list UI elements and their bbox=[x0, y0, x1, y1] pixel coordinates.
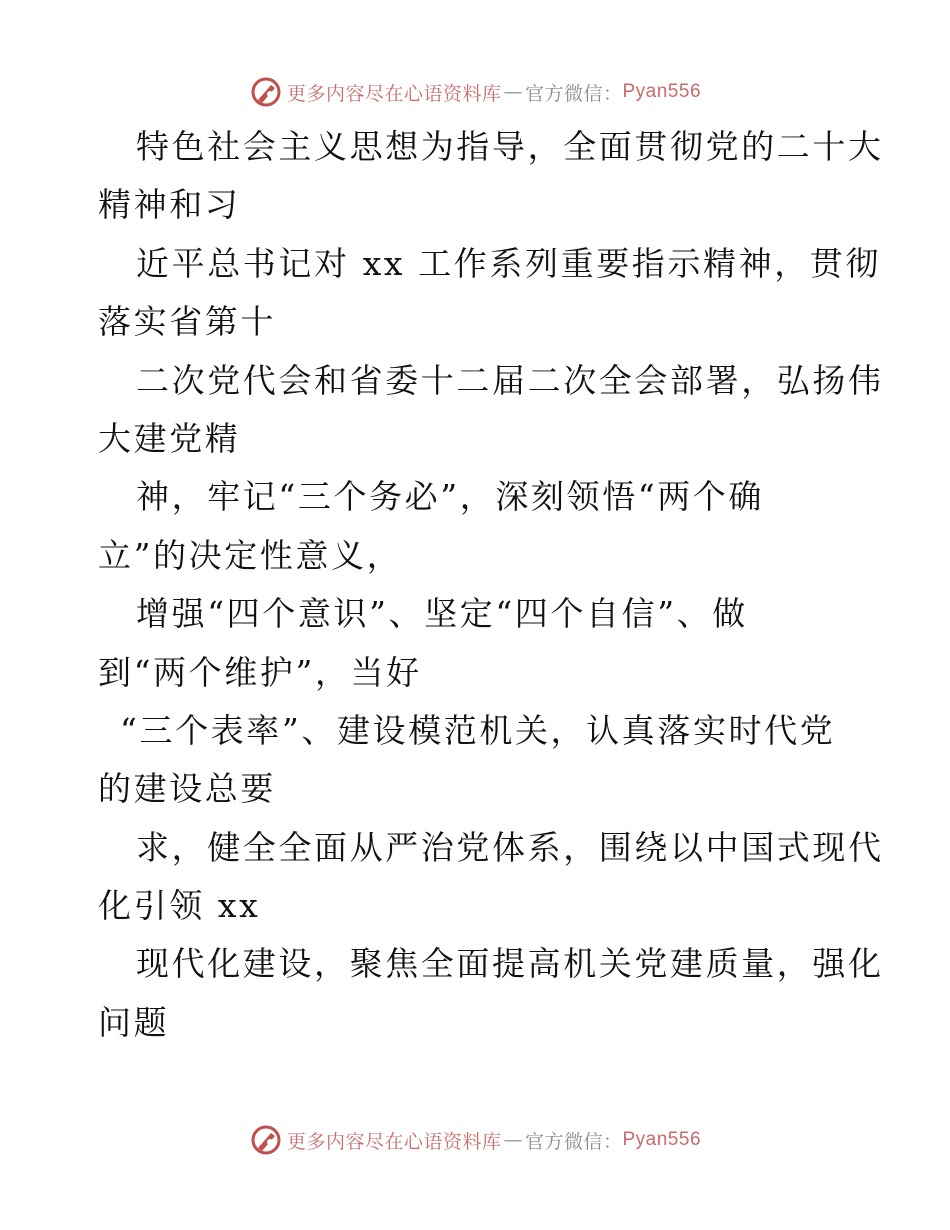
watermark-dash: — bbox=[503, 1129, 523, 1151]
text-line: 精神和习 bbox=[98, 185, 241, 225]
watermark-wechat-id: Pyan556 bbox=[622, 81, 702, 102]
document-body bbox=[98, 118, 884, 1052]
text-line: 的建设总要 bbox=[98, 769, 276, 809]
watermark-wechat-id: Pyan556 bbox=[622, 1129, 702, 1150]
text-line: 近平总书记对 xx 工作系列重要指示精神，贯彻 bbox=[136, 243, 882, 283]
watermark-official-label: 官方微信： bbox=[524, 82, 623, 105]
text-line: 大建党精 bbox=[98, 418, 241, 458]
text-line: “三个表率”、建设模范机关，认真落实时代党 bbox=[120, 710, 836, 750]
header-watermark bbox=[0, 72, 950, 112]
text-line: 二次党代会和省委十二届二次全会部署，弘扬伟 bbox=[136, 360, 884, 400]
pen-circle-logo-icon bbox=[249, 75, 283, 109]
watermark-text: 更多内容尽在心语资料库 bbox=[286, 82, 502, 105]
watermark-official-label: 官方微信： bbox=[524, 1130, 623, 1153]
text-line: 化引领 xx bbox=[98, 886, 261, 926]
watermark-text: 更多内容尽在心语资料库 bbox=[286, 1130, 502, 1153]
text-line: 现代化建设，聚焦全面提高机关党建质量，强化 bbox=[136, 944, 884, 984]
footer-watermark bbox=[0, 1120, 950, 1160]
text-line: 求，健全全面从严治党体系，围绕以中国式现代 bbox=[136, 827, 884, 867]
text-line: 问题 bbox=[98, 1002, 170, 1042]
text-line: 神，牢记“三个务必”，深刻领悟“两个确 bbox=[136, 477, 765, 517]
text-line: 到“两个维护”，当好 bbox=[98, 652, 422, 692]
text-line: 立”的决定性意义， bbox=[98, 535, 403, 575]
text-line: 增强“四个意识”、坚定“四个自信”、做 bbox=[136, 594, 748, 634]
text-line: 落实省第十 bbox=[98, 302, 276, 342]
pen-circle-logo-icon bbox=[249, 1123, 283, 1157]
text-line: 特色社会主义思想为指导，全面贯彻党的二十大 bbox=[136, 127, 884, 166]
watermark-dash: — bbox=[503, 81, 523, 103]
